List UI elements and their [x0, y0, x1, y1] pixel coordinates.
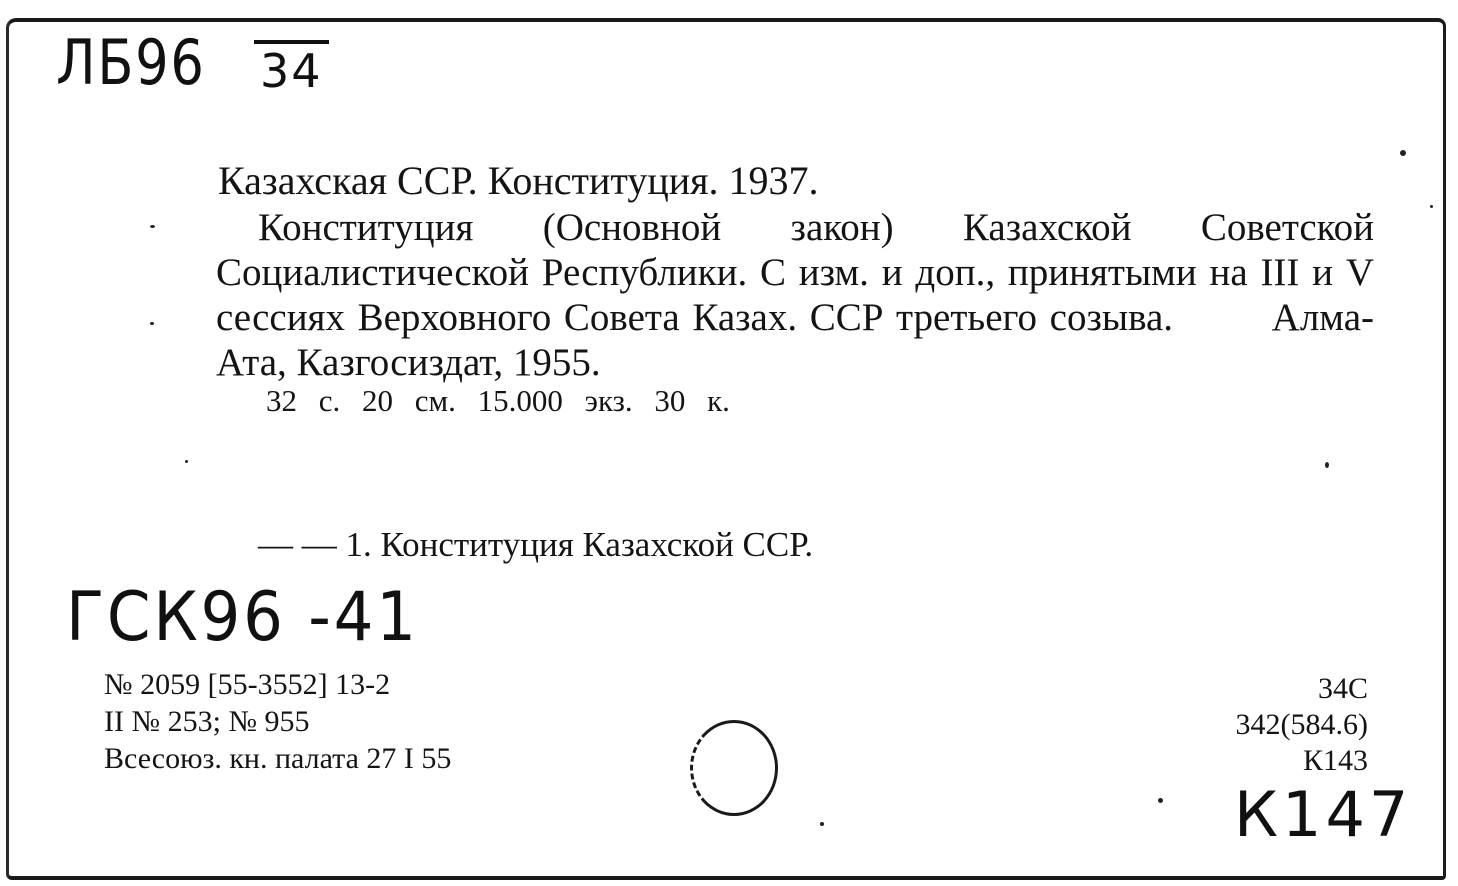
footer-right-line-2: 342(584.6)	[1235, 708, 1368, 741]
footer-right-line-3: К143	[1302, 744, 1368, 777]
footer-left-line-3: Всесоюз. кн. палата 27 I 55	[104, 742, 452, 775]
description-text: Конституция (Основной закон) Казахской Советской Социалистической Республики. С изм. и доп., принятыми на III и V сессиях Верховного Совета Казах. ССР третьего созыва.	[216, 206, 1374, 339]
handwritten-shelf-mark: ЛБ96	[56, 26, 206, 99]
speck	[1400, 150, 1406, 156]
card-heading: Казахская ССР. Конституция. 1937.	[218, 158, 819, 203]
subject-entry: — — 1. Конституция Казахской ССР.	[258, 525, 814, 564]
speck	[185, 460, 188, 463]
handwritten-code: ГСК96 -41	[66, 578, 419, 657]
footer-left-line-2: II № 253; № 955	[104, 705, 310, 738]
collation: 32 с. 20 см. 15.000 экз. 30 к.	[266, 383, 730, 418]
speck	[150, 225, 155, 228]
imprint: Алма-Ата, Казгосиздат, 1955.	[216, 296, 1374, 384]
speck	[1430, 205, 1433, 208]
speck	[1158, 798, 1163, 803]
speck	[1325, 462, 1329, 468]
handwritten-shelf-mark-superscript: 34	[254, 40, 329, 98]
footer-right-line-1: 34С	[1317, 672, 1368, 705]
handwritten-k-code: К147	[1234, 778, 1413, 851]
bibliographic-description	[216, 205, 1374, 385]
footer-left-line-1: № 2059 [55-3552] 13-2	[104, 668, 391, 701]
speck	[820, 822, 824, 826]
punch-hole	[690, 720, 778, 816]
speck	[150, 322, 154, 325]
